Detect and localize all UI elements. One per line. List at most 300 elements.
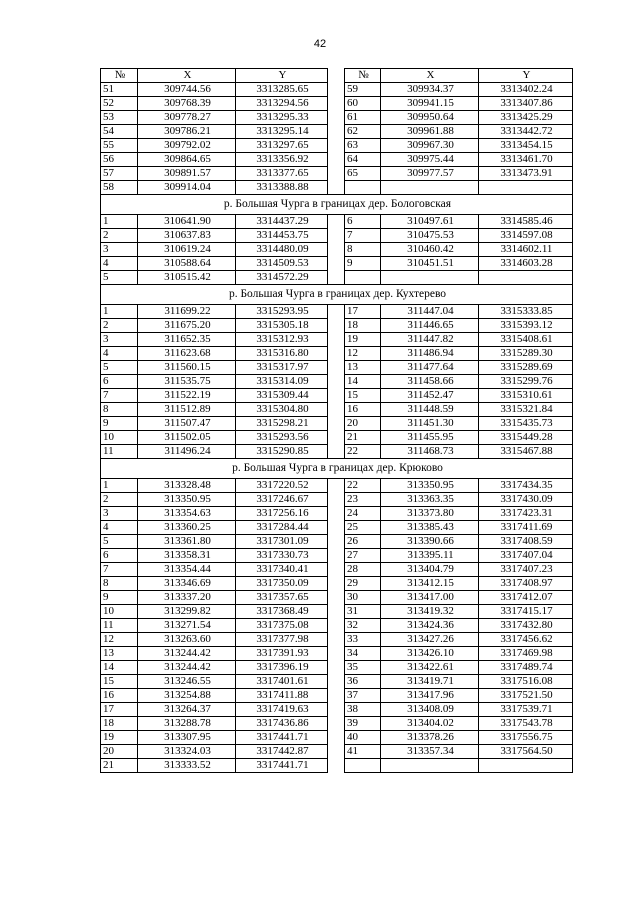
x-coordinate: 310641.90 [138,215,236,229]
y-coordinate: 3317539.71 [479,703,573,717]
x-coordinate: 309934.37 [381,83,479,97]
x-coordinate: 313244.42 [138,661,236,675]
x-coordinate: 311699.22 [138,305,236,319]
column-header-number: № [345,69,381,83]
point-number: 26 [345,535,381,549]
x-coordinate: 311507.47 [138,417,236,431]
table-row [101,717,573,731]
x-coordinate: 311447.82 [381,333,479,347]
table-row [101,305,573,319]
empty-cell [381,181,479,195]
point-number: 7 [101,563,138,577]
y-coordinate: 3315467.88 [479,445,573,459]
x-coordinate: 311447.04 [381,305,479,319]
table-row [101,493,573,507]
x-coordinate: 311522.19 [138,389,236,403]
x-coordinate: 311448.59 [381,403,479,417]
section-title-row [101,285,573,305]
table-row [101,83,573,97]
point-number: 35 [345,661,381,675]
x-coordinate: 313354.44 [138,563,236,577]
point-number: 57 [101,167,138,181]
table-row [101,111,573,125]
y-coordinate: 3317368.49 [236,605,328,619]
column-gap [328,97,345,111]
x-coordinate: 313363.35 [381,493,479,507]
x-coordinate: 313408.09 [381,703,479,717]
y-coordinate: 3317256.16 [236,507,328,521]
x-coordinate: 311496.24 [138,445,236,459]
x-coordinate: 309941.15 [381,97,479,111]
point-number: 21 [345,431,381,445]
point-number: 51 [101,83,138,97]
column-gap [328,689,345,703]
column-header-x: X [381,69,479,83]
section-title-row [101,195,573,215]
point-number: 63 [345,139,381,153]
point-number: 19 [345,333,381,347]
table-row [101,181,573,195]
x-coordinate: 309891.57 [138,167,236,181]
point-number: 62 [345,125,381,139]
y-coordinate: 3317408.59 [479,535,573,549]
y-coordinate: 3317246.67 [236,493,328,507]
column-gap [328,417,345,431]
y-coordinate: 3313461.70 [479,153,573,167]
point-number: 7 [101,389,138,403]
x-coordinate: 313385.43 [381,521,479,535]
y-coordinate: 3317220.52 [236,479,328,493]
y-coordinate: 3315293.95 [236,305,328,319]
y-coordinate: 3317396.19 [236,661,328,675]
table-row [101,347,573,361]
column-gap [328,243,345,257]
point-number: 24 [345,507,381,521]
point-number: 33 [345,633,381,647]
column-gap [328,717,345,731]
section-title-row [101,459,573,479]
column-gap [328,647,345,661]
point-number: 19 [101,731,138,745]
column-gap [328,521,345,535]
x-coordinate: 311446.65 [381,319,479,333]
point-number: 27 [345,549,381,563]
y-coordinate: 3313442.72 [479,125,573,139]
x-coordinate: 311455.95 [381,431,479,445]
point-number: 17 [101,703,138,717]
y-coordinate: 3317411.88 [236,689,328,703]
point-number: 6 [101,549,138,563]
table-row [101,417,573,431]
table-row [101,689,573,703]
column-gap [328,493,345,507]
x-coordinate: 313426.10 [381,647,479,661]
x-coordinate: 311675.20 [138,319,236,333]
x-coordinate: 313328.48 [138,479,236,493]
x-coordinate: 313404.02 [381,717,479,731]
section-title: р. Большая Чурга в границах дер. Бологовская [101,195,573,215]
table-row [101,215,573,229]
point-number: 16 [345,403,381,417]
x-coordinate: 309914.04 [138,181,236,195]
point-number: 22 [345,445,381,459]
point-number: 36 [345,675,381,689]
point-number: 2 [101,493,138,507]
column-gap [328,271,345,285]
point-number: 29 [345,577,381,591]
table-row [101,759,573,773]
y-coordinate: 3317391.93 [236,647,328,661]
point-number: 28 [345,563,381,577]
table-row [101,403,573,417]
x-coordinate: 313271.54 [138,619,236,633]
column-header-y: Y [479,69,573,83]
y-coordinate: 3317350.09 [236,577,328,591]
y-coordinate: 3315317.97 [236,361,328,375]
page-number: 42 [313,38,327,50]
y-coordinate: 3313295.14 [236,125,328,139]
table-row [101,139,573,153]
point-number: 18 [345,319,381,333]
y-coordinate: 3313356.92 [236,153,328,167]
y-coordinate: 3315408.61 [479,333,573,347]
column-gap [328,577,345,591]
point-number: 15 [101,675,138,689]
column-gap [328,403,345,417]
empty-cell [345,181,381,195]
column-gap [328,305,345,319]
y-coordinate: 3314437.29 [236,215,328,229]
x-coordinate: 309864.65 [138,153,236,167]
point-number: 40 [345,731,381,745]
column-header-x: X [138,69,236,83]
point-number: 1 [101,215,138,229]
y-coordinate: 3314597.08 [479,229,573,243]
point-number: 12 [345,347,381,361]
x-coordinate: 309744.56 [138,83,236,97]
column-gap [328,431,345,445]
point-number: 65 [345,167,381,181]
y-coordinate: 3317564.50 [479,745,573,759]
point-number: 9 [345,257,381,271]
point-number: 9 [101,417,138,431]
y-coordinate: 3313425.29 [479,111,573,125]
column-gap [328,563,345,577]
table-row [101,153,573,167]
column-gap [328,389,345,403]
x-coordinate: 313404.79 [381,563,479,577]
y-coordinate: 3317412.07 [479,591,573,605]
point-number: 8 [101,577,138,591]
point-number: 14 [101,661,138,675]
column-gap [328,375,345,389]
y-coordinate: 3313388.88 [236,181,328,195]
point-number: 34 [345,647,381,661]
point-number: 53 [101,111,138,125]
x-coordinate: 313299.82 [138,605,236,619]
table-row [101,97,573,111]
x-coordinate: 313244.42 [138,647,236,661]
column-gap [328,759,345,773]
x-coordinate: 313337.20 [138,591,236,605]
y-coordinate: 3315312.93 [236,333,328,347]
table-header-row [101,69,573,83]
point-number: 10 [101,605,138,619]
point-number: 13 [101,647,138,661]
x-coordinate: 313254.88 [138,689,236,703]
point-number: 1 [101,479,138,493]
x-coordinate: 310460.42 [381,243,479,257]
column-gap [328,703,345,717]
table-row [101,633,573,647]
y-coordinate: 3313295.33 [236,111,328,125]
point-number: 2 [101,319,138,333]
y-coordinate: 3314480.09 [236,243,328,257]
x-coordinate: 313288.78 [138,717,236,731]
x-coordinate: 313424.36 [381,619,479,633]
y-coordinate: 3315449.28 [479,431,573,445]
x-coordinate: 309778.27 [138,111,236,125]
column-gap [328,125,345,139]
x-coordinate: 310451.51 [381,257,479,271]
y-coordinate: 3317543.78 [479,717,573,731]
point-number: 13 [345,361,381,375]
table-row [101,229,573,243]
table-row [101,125,573,139]
point-number: 31 [345,605,381,619]
y-coordinate: 3315299.76 [479,375,573,389]
y-coordinate: 3317415.17 [479,605,573,619]
table-row [101,479,573,493]
y-coordinate: 3317284.44 [236,521,328,535]
point-number: 15 [345,389,381,403]
table-row [101,271,573,285]
y-coordinate: 3317411.69 [479,521,573,535]
y-coordinate: 3313454.15 [479,139,573,153]
x-coordinate: 313419.71 [381,675,479,689]
y-coordinate: 3317401.61 [236,675,328,689]
x-coordinate: 313378.26 [381,731,479,745]
point-number: 7 [345,229,381,243]
column-gap [328,111,345,125]
table-row [101,257,573,271]
table-row [101,563,573,577]
point-number: 39 [345,717,381,731]
point-number: 37 [345,689,381,703]
x-coordinate: 311452.47 [381,389,479,403]
x-coordinate: 311486.94 [381,347,479,361]
x-coordinate: 313346.69 [138,577,236,591]
column-header-y: Y [236,69,328,83]
y-coordinate: 3313402.24 [479,83,573,97]
column-gap [328,591,345,605]
point-number: 8 [345,243,381,257]
x-coordinate: 309977.57 [381,167,479,181]
x-coordinate: 311512.89 [138,403,236,417]
table-row [101,333,573,347]
x-coordinate: 313417.96 [381,689,479,703]
x-coordinate: 313307.95 [138,731,236,745]
column-gap [328,319,345,333]
y-coordinate: 3313297.65 [236,139,328,153]
point-number: 16 [101,689,138,703]
table-row [101,521,573,535]
table-row [101,243,573,257]
y-coordinate: 3317521.50 [479,689,573,703]
point-number: 17 [345,305,381,319]
x-coordinate: 310619.24 [138,243,236,257]
y-coordinate: 3315304.80 [236,403,328,417]
y-coordinate: 3317442.87 [236,745,328,759]
table-row [101,361,573,375]
y-coordinate: 3314572.29 [236,271,328,285]
y-coordinate: 3315289.69 [479,361,573,375]
table-row [101,745,573,759]
y-coordinate: 3313377.65 [236,167,328,181]
y-coordinate: 3313285.65 [236,83,328,97]
x-coordinate: 311623.68 [138,347,236,361]
y-coordinate: 3317301.09 [236,535,328,549]
y-coordinate: 3317489.74 [479,661,573,675]
x-coordinate: 310588.64 [138,257,236,271]
x-coordinate: 309792.02 [138,139,236,153]
x-coordinate: 309768.39 [138,97,236,111]
point-number: 10 [101,431,138,445]
x-coordinate: 313395.11 [381,549,479,563]
column-gap [328,181,345,195]
y-coordinate: 3314509.53 [236,257,328,271]
x-coordinate: 311458.66 [381,375,479,389]
y-coordinate: 3313294.56 [236,97,328,111]
x-coordinate: 310497.61 [381,215,479,229]
y-coordinate: 3314585.46 [479,215,573,229]
point-number: 12 [101,633,138,647]
y-coordinate: 3317456.62 [479,633,573,647]
x-coordinate: 313360.25 [138,521,236,535]
empty-cell [381,759,479,773]
empty-cell [345,271,381,285]
point-number: 9 [101,591,138,605]
x-coordinate: 310637.83 [138,229,236,243]
table-row [101,319,573,333]
point-number: 20 [345,417,381,431]
y-coordinate: 3315393.12 [479,319,573,333]
point-number: 22 [345,479,381,493]
x-coordinate: 313350.95 [381,479,479,493]
column-gap [328,69,345,83]
column-gap [328,215,345,229]
column-header-number: № [101,69,138,83]
y-coordinate: 3317375.08 [236,619,328,633]
column-gap [328,731,345,745]
column-gap [328,479,345,493]
y-coordinate: 3314602.11 [479,243,573,257]
table-row [101,549,573,563]
y-coordinate: 3314603.28 [479,257,573,271]
y-coordinate: 3315316.80 [236,347,328,361]
table-row [101,167,573,181]
table-row [101,661,573,675]
table-row [101,731,573,745]
point-number: 59 [345,83,381,97]
x-coordinate: 311560.15 [138,361,236,375]
point-number: 61 [345,111,381,125]
x-coordinate: 313422.61 [381,661,479,675]
column-gap [328,445,345,459]
y-coordinate: 3315321.84 [479,403,573,417]
x-coordinate: 313324.03 [138,745,236,759]
column-gap [328,745,345,759]
point-number: 8 [101,403,138,417]
point-number: 54 [101,125,138,139]
x-coordinate: 309961.88 [381,125,479,139]
y-coordinate: 3315435.73 [479,417,573,431]
point-number: 60 [345,97,381,111]
y-coordinate: 3317441.71 [236,731,328,745]
x-coordinate: 311535.75 [138,375,236,389]
y-coordinate: 3317436.86 [236,717,328,731]
column-gap [328,347,345,361]
point-number: 4 [101,521,138,535]
point-number: 52 [101,97,138,111]
empty-cell [345,759,381,773]
y-coordinate: 3317423.31 [479,507,573,521]
x-coordinate: 309975.44 [381,153,479,167]
table-row [101,445,573,459]
point-number: 5 [101,535,138,549]
x-coordinate: 313373.80 [381,507,479,521]
empty-cell [479,759,573,773]
point-number: 25 [345,521,381,535]
column-gap [328,535,345,549]
point-number: 20 [101,745,138,759]
column-gap [328,153,345,167]
x-coordinate: 309950.64 [381,111,479,125]
column-gap [328,257,345,271]
table-row [101,647,573,661]
table-row [101,703,573,717]
table-row [101,577,573,591]
table-row [101,431,573,445]
point-number: 6 [101,375,138,389]
table-row [101,619,573,633]
point-number: 4 [101,347,138,361]
y-coordinate: 3317432.80 [479,619,573,633]
y-coordinate: 3315309.44 [236,389,328,403]
y-coordinate: 3317516.08 [479,675,573,689]
x-coordinate: 313358.31 [138,549,236,563]
y-coordinate: 3317441.71 [236,759,328,773]
y-coordinate: 3315305.18 [236,319,328,333]
coordinates-table [100,68,573,773]
x-coordinate: 311468.73 [381,445,479,459]
point-number: 5 [101,361,138,375]
table-row [101,605,573,619]
empty-cell [479,181,573,195]
empty-cell [479,271,573,285]
y-coordinate: 3317408.97 [479,577,573,591]
y-coordinate: 3317340.41 [236,563,328,577]
table-row [101,507,573,521]
y-coordinate: 3314453.75 [236,229,328,243]
table-row [101,535,573,549]
x-coordinate: 310475.53 [381,229,479,243]
point-number: 38 [345,703,381,717]
table-row [101,675,573,689]
section-title: р. Большая Чурга в границах дер. Кухтерево [101,285,573,305]
point-number: 30 [345,591,381,605]
y-coordinate: 3315293.56 [236,431,328,445]
